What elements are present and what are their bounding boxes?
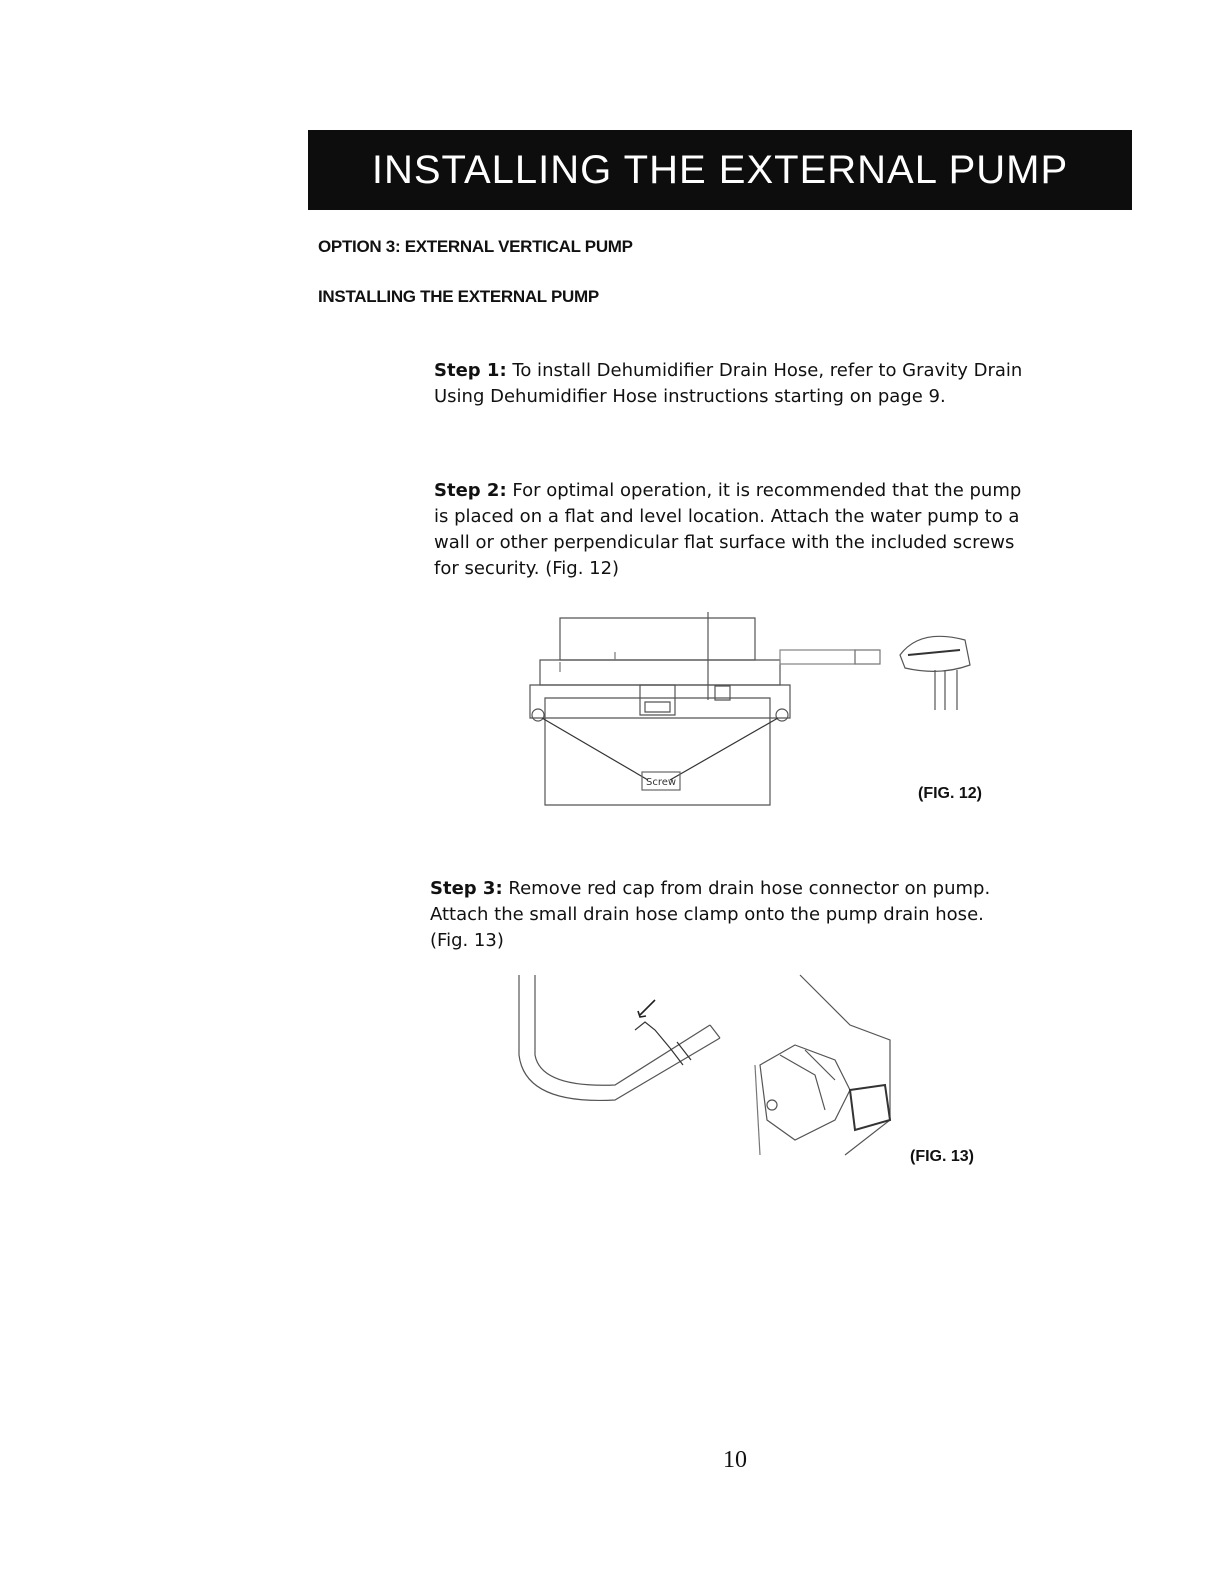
hose-clamp xyxy=(670,1042,691,1065)
subheading: INSTALLING THE EXTERNAL PUMP xyxy=(318,287,599,306)
clamp-arrow xyxy=(640,1000,655,1015)
pump-connector-housing xyxy=(800,975,890,1155)
screw-left xyxy=(532,709,544,721)
drain-connector xyxy=(760,1045,850,1140)
step-text: For optimal operation, it is recommended that the pump is placed on a flat and level location. Attach the water pump to a wall or other perpendicular flat surface with the included screws for security. (Fig. 12) xyxy=(434,480,1022,579)
drain-hose xyxy=(780,650,855,664)
page-number: 10 xyxy=(723,1447,747,1473)
step-text: Remove red cap from drain hose connector on pump. Attach the small drain hose clamp onto the pump drain hose. (Fig. 13) xyxy=(430,878,991,951)
figure-13-caption: (FIG. 13) xyxy=(910,1148,975,1165)
callout-line-right xyxy=(670,718,778,780)
step-3 xyxy=(430,876,1020,954)
screw-right xyxy=(776,709,788,721)
plug-prongs xyxy=(935,670,957,710)
step-label: Step 1: xyxy=(434,360,507,381)
option-heading: OPTION 3: EXTERNAL VERTICAL PUMP xyxy=(318,237,633,256)
step-label: Step 2: xyxy=(434,480,507,501)
banner-title: INSTALLING THE EXTERNAL PUMP xyxy=(371,147,1069,192)
pump-housing-middle xyxy=(540,660,780,685)
step-text: To install Dehumidifier Drain Hose, refer to Gravity Drain Using Dehumidifier Hose instructions starting on page 9. xyxy=(434,360,1023,407)
figure-12-caption: (FIG. 12) xyxy=(918,785,983,802)
step-label: Step 3: xyxy=(430,878,503,899)
step-2 xyxy=(434,478,1024,582)
pump-housing-top xyxy=(560,618,755,660)
section-banner xyxy=(308,130,1132,210)
screw-callout-label: Screw xyxy=(646,777,677,788)
figure-13-hose-clamp-illustration xyxy=(505,970,905,1155)
callout-line-left xyxy=(542,718,648,780)
step-1 xyxy=(434,358,1024,410)
pump-body xyxy=(545,698,770,805)
